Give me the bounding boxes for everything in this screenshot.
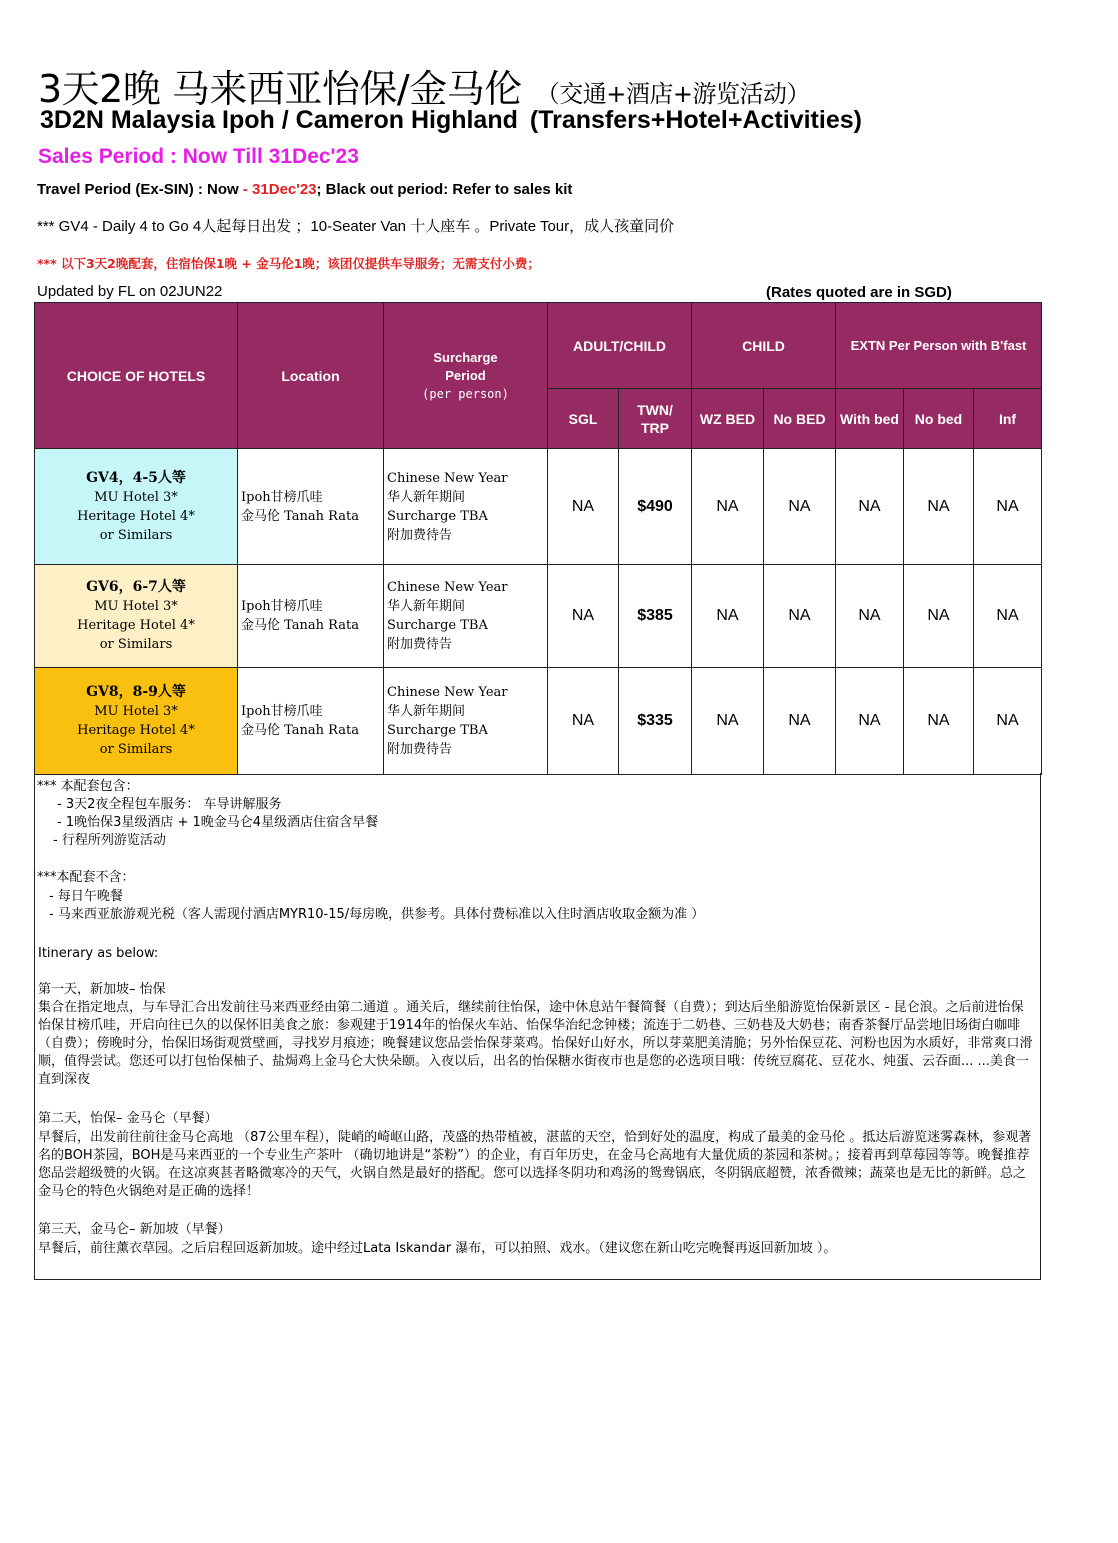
price-sgl: NA	[548, 449, 619, 565]
rates-table	[34, 302, 1042, 775]
updated-by: Updated by FL on 02JUN22	[37, 283, 223, 300]
price-sgl: NA	[548, 565, 619, 668]
travel-period-end: - 31Dec'23	[242, 181, 317, 198]
surcharge-line: Chinese New Year	[387, 580, 508, 595]
surcharge-line: Surcharge TBA	[387, 723, 488, 738]
header-surcharge-l2: Period	[445, 367, 486, 383]
surcharge-line: 华人新年期间	[387, 704, 466, 719]
exclude-title: ***本配套不含：	[37, 870, 135, 885]
package-notes	[34, 773, 1041, 1280]
price-sgl: NA	[548, 668, 619, 775]
price-wz-bed: NA	[692, 668, 764, 775]
location-line: Ipoh甘榜爪哇	[241, 489, 323, 505]
surcharge-cell	[384, 668, 548, 775]
header-inf: Inf	[974, 389, 1042, 449]
title-english	[40, 106, 862, 135]
include-title: *** 本配套包含：	[37, 779, 139, 794]
price-extn-with-bed: NA	[836, 668, 904, 775]
location-cell	[238, 565, 384, 668]
header-child: CHILD	[692, 303, 836, 389]
header-no-bed-extn: No bed	[904, 389, 974, 449]
hotel-name: MU Hotel 3*	[94, 489, 178, 505]
group-size: GV6，6-7人等	[86, 579, 186, 595]
table-row	[35, 449, 1042, 565]
surcharge-line: Surcharge TBA	[387, 508, 488, 524]
exclude-item: - 马来西亚旅游观光税（客人需现付酒店MYR10-15/每房晚，供参考。具体付费标准以入住时酒店收取金额为准 ）	[49, 907, 705, 922]
title-chinese-sub: （交通+酒店+游览活动）	[535, 80, 810, 108]
itinerary-title: Itinerary as below:	[38, 946, 159, 961]
surcharge-cell	[384, 565, 548, 668]
price-extn-no-bed: NA	[904, 668, 974, 775]
hotel-similar: or Similars	[99, 527, 173, 543]
price-twn: $490	[619, 449, 692, 565]
price-inf: NA	[974, 449, 1042, 565]
location-cell	[238, 668, 384, 775]
header-sgl: SGL	[548, 389, 619, 449]
header-extn: EXTN Per Person with B'fast	[836, 303, 1042, 389]
hotel-similar: or Similars	[99, 742, 173, 757]
header-twn-l2: TRP	[641, 419, 669, 436]
table-row	[35, 668, 1042, 775]
day2-text: 早餐后，出发前往前往金马仑高地 （87公里车程），陡峭的崎岖山路，茂盛的热带植被，湛蓝的天空，恰到好处的温度，构成了最美的金马伦 。抵达后游览迷雾森林，参观著名的BOH茶园，BOH是马来西亚的一个专业生产茶叶 （确切地讲是“茶粉”）的企业，有百年历史，在金马仑高地有大量优质的茶园和茶树。；接着再到草莓园等等。晚餐推荐您品尝超级赞的火锅。在这凉爽甚者略微寒冷的天气，火锅自然是最好的搭配。您可以选择冬阴功和鸡汤的鸳鸯锅底，冬阴锅底超赞，浓香微辣；蔬菜也是无比的新鲜。总之金马仑的特色火锅绝对是正确的选择！	[38, 1130, 1032, 1199]
location-line: Ipoh甘榜爪哇	[241, 704, 323, 719]
price-inf: NA	[974, 668, 1042, 775]
day2-title: 第二天，怡保– 金马仑（早餐）	[38, 1111, 218, 1126]
header-surcharge	[384, 303, 548, 449]
surcharge-line: Chinese New Year	[387, 685, 508, 700]
travel-period-suffix: ; Black out period: Refer to sales kit	[316, 181, 573, 198]
group-size: GV8，8-9人等	[86, 684, 186, 700]
header-adult-child: ADULT/CHILD	[548, 303, 692, 389]
price-no-bed: NA	[764, 668, 836, 775]
title-english-sub: (Transfers+Hotel+Activities)	[529, 106, 862, 134]
package-notice: *** 以下3天2晚配套，住宿怡保1晚 + 金马伦1晚；该团仅提供车导服务；无需支付小费；	[37, 256, 540, 271]
header-wz-bed: WZ BED	[692, 389, 764, 449]
header-twn-l1: TWN/	[637, 401, 673, 418]
gv-info: *** GV4 - Daily 4 to Go 4人起每日出发 ；10-Seater Van 十人座车 。Private Tour，成人孩童同价	[37, 218, 675, 235]
price-no-bed: NA	[764, 449, 836, 565]
title-chinese-main: 3天2晚 马来西亚怡保/金马伦	[38, 67, 522, 111]
price-no-bed: NA	[764, 565, 836, 668]
day3-title: 第三天，金马仑– 新加坡（早餐）	[38, 1222, 231, 1237]
location-line: Ipoh甘榜爪哇	[241, 599, 323, 614]
exclude-item: - 每日午晚餐	[49, 889, 123, 904]
header-with-bed: With bed	[836, 389, 904, 449]
surcharge-line: Surcharge TBA	[387, 618, 488, 633]
header-surcharge-l3: (per person)	[422, 386, 509, 401]
header-surcharge-l1: Surcharge	[433, 349, 498, 365]
header-twn	[619, 389, 692, 449]
price-extn-no-bed: NA	[904, 449, 974, 565]
table-row	[35, 565, 1042, 668]
surcharge-line: 附加费待告	[387, 637, 453, 652]
hotel-name: Heritage Hotel 4*	[77, 723, 195, 738]
location-line: 金马伦 Tanah Rata	[241, 618, 359, 633]
title-chinese	[38, 58, 810, 113]
price-twn: $385	[619, 565, 692, 668]
hotel-similar: or Similars	[99, 637, 173, 652]
header-hotels: CHOICE OF HOTELS	[35, 303, 238, 449]
include-item: - 3天2夜全程包车服务： 车导讲解服务	[57, 797, 282, 812]
header-no-bed: No BED	[764, 389, 836, 449]
price-extn-with-bed: NA	[836, 449, 904, 565]
group-size: GV4，4-5人等	[86, 469, 186, 486]
header-row-top	[35, 303, 1042, 389]
surcharge-cell	[384, 449, 548, 565]
day3-text: 早餐后，前往薰衣草园。之后启程回返新加坡。途中经过Lata Iskandar 瀑布，可以拍照、戏水。（建议您在新山吃完晚餐再返回新加坡 ）。	[38, 1241, 837, 1256]
travel-period-prefix: Travel Period (Ex-SIN) : Now	[37, 181, 243, 198]
travel-period	[37, 181, 572, 198]
hotel-name: Heritage Hotel 4*	[77, 618, 195, 633]
surcharge-line: Chinese New Year	[387, 470, 508, 486]
hotel-cell	[35, 668, 238, 775]
price-extn-no-bed: NA	[904, 565, 974, 668]
location-cell	[238, 449, 384, 565]
surcharge-line: 附加费待告	[387, 527, 453, 543]
hotel-cell	[35, 565, 238, 668]
day1-text: 集合在指定地点，与车导汇合出发前往马来西亚经由第二通道 。通关后，继续前往怡保，途中休息站午餐简餐（自费）；到达后坐船游览怡保新景区 - 昆仑浪。之后前进怡保怡保甘榜爪哇，开启向往已久的以保怀旧美食之旅：参观建于1914年的怡保火车站、怡保华治纪念钟楼；流连于二奶巷、三奶巷及大奶巷；南香茶餐厅品尝地旧场街白咖啡（自费）；傍晚时分，怡保旧场街观赏壁画，寻找岁月痕迹；晚餐建议您品尝怡保芽菜鸡。怡保好山好水，所以芽菜肥美清脆；另外怡保豆花、河粉也因为水质好，非常爽口滑顺，值得尝试。您还可以打包怡保柚子、盐焗鸡上金马仑大快朵颐。入夜以后，出名的怡保糖水街夜市也是您的必选项目哦：传统豆腐花、豆花水、炖蛋、云吞面... ...美食一直到深夜	[38, 1000, 1033, 1087]
hotel-cell	[35, 449, 238, 565]
surcharge-line: 华人新年期间	[387, 599, 466, 614]
price-extn-with-bed: NA	[836, 565, 904, 668]
header-location: Location	[238, 303, 384, 449]
surcharge-line: 华人新年期间	[387, 489, 466, 505]
hotel-name: MU Hotel 3*	[94, 704, 178, 719]
location-line: 金马伦 Tanah Rata	[241, 508, 359, 524]
price-inf: NA	[974, 565, 1042, 668]
sales-period: Sales Period : Now Till 31Dec'23	[38, 145, 359, 168]
price-wz-bed: NA	[692, 565, 764, 668]
price-wz-bed: NA	[692, 449, 764, 565]
day1-title: 第一天，新加坡– 怡保	[38, 982, 166, 997]
hotel-name: MU Hotel 3*	[94, 599, 178, 614]
include-item: - 行程所列游览活动	[53, 833, 166, 848]
include-item: - 1晚怡保3星级酒店 + 1晚金马仑4星级酒店住宿含早餐	[57, 815, 379, 830]
surcharge-line: 附加费待告	[387, 742, 453, 757]
price-twn: $335	[619, 668, 692, 775]
title-english-main: 3D2N Malaysia Ipoh / Cameron Highland	[40, 106, 518, 134]
location-line: 金马伦 Tanah Rata	[241, 723, 359, 738]
hotel-name: Heritage Hotel 4*	[77, 508, 195, 524]
rates-currency-note: (Rates quoted are in SGD)	[766, 284, 952, 301]
